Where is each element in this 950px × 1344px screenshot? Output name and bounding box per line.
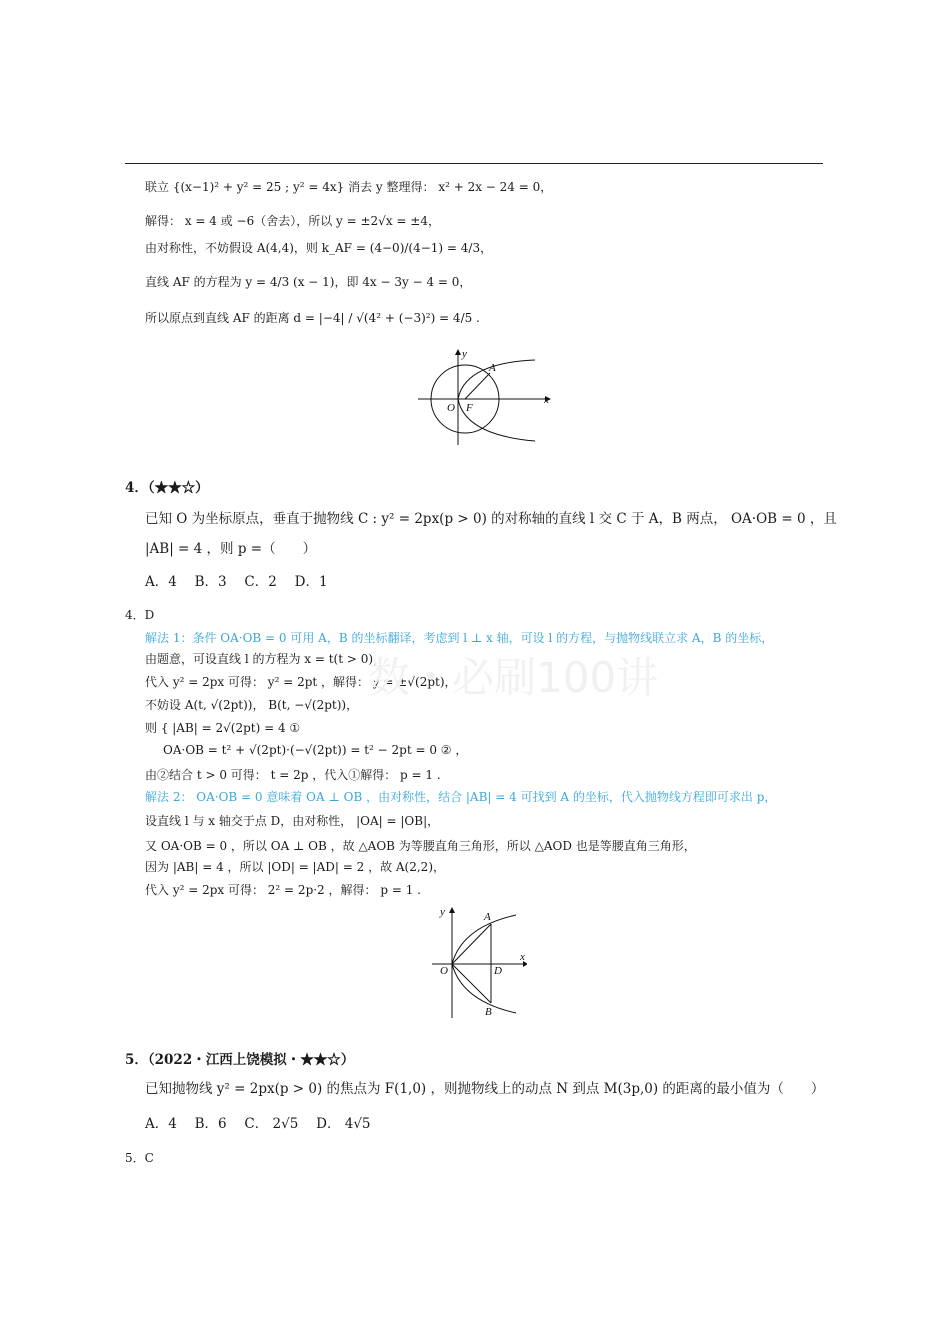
fig2-y-label: y <box>440 906 445 918</box>
solution-line-roots: 解得： x = 4 或 −6（舍去），所以 y = ±2√x = ±4， <box>145 214 440 228</box>
circle-parabola-figure <box>410 345 555 450</box>
fig1-y-label: y <box>462 348 467 360</box>
q4-stem-line1: 已知 O 为坐标原点，垂直于抛物线 C : y² = 2px(p > 0) 的对称轴的直线 l 交 C 于 A，B 两点， OA·OB = 0 ，且 <box>145 511 837 527</box>
fig1-o-label: O <box>447 402 455 414</box>
a4-method1-hint: 解法 1：条件 OA·OB = 0 可用 A，B 的坐标翻译，考虑到 l ⊥ x 轴，可设 l 的方程，与抛物线联立求 A，B 的坐标， <box>145 631 774 645</box>
a4-method2-line3: 因为 |AB| = 4 ，所以 |OD| = |AD| = 2 ，故 A(2,2)， <box>145 860 445 874</box>
watermark: 数・必刷100讲 <box>368 653 659 702</box>
a4-method1-line5: 由②结合 t > 0 可得： t = 2p ，代入①解得： p = 1 . <box>145 768 441 782</box>
solution-line-equation: 直线 AF 的方程为 y = 4/3 (x − 1)，即 4x − 3y − 4 = 0， <box>145 275 472 289</box>
fig2-x-label: x <box>520 951 525 963</box>
parabola-chord-figure <box>432 903 527 1021</box>
q4-choices: A．4 B．3 C．2 D．1 <box>145 574 328 590</box>
a5-answer: 5．C <box>125 1151 154 1165</box>
a4-method1-line4b: OA·OB = t² + √(2pt)·(−√(2pt)) = t² − 2pt = 0 ② ， <box>163 743 468 757</box>
a4-method1-line2: 代入 y² = 2px 可得： y² = 2pt ，解得： y = ±√(2pt)， <box>145 675 457 689</box>
a4-method2-hint: 解法 2： OA·OB = 0 意味着 OA ⊥ OB ，由对称性，结合 |AB| = 4 可找到 A 的坐标，代入抛物线方程即可求出 p， <box>145 790 777 804</box>
a4-method1-line3: 不妨设 A(t, √(2pt))， B(t, −√(2pt))， <box>145 698 359 712</box>
a4-method1-line4a: 则 { |AB| = 2√(2pt) = 4 ① <box>145 721 301 735</box>
solution-line-slope: 由对称性，不妨假设 A(4,4)，则 k_AF = (4−0)/(4−1) = 4/3， <box>145 241 493 255</box>
fig1-a-label: A <box>489 362 496 374</box>
a4-method2-line1: 设直线 l 与 x 轴交于点 D，由对称性， |OA| = |OB|， <box>145 814 440 828</box>
q4-stem-line2: |AB| = 4 ，则 p =（ ） <box>145 541 317 557</box>
a4-answer: 4．D <box>125 608 155 622</box>
q5-choices: A．4 B．6 C． 2√5 D． 4√5 <box>145 1116 371 1132</box>
fig1-f-label: F <box>466 402 473 414</box>
fig2-b-label: B <box>485 1006 492 1018</box>
q4-header: 4．（★★☆） <box>125 480 209 496</box>
fig2-d-label: D <box>494 965 502 977</box>
fig1-x-label: x <box>544 394 549 406</box>
a4-method1-line1: 由题意，可设直线 l 的方程为 x = t(t > 0)， <box>145 652 386 666</box>
q5-stem: 已知抛物线 y² = 2px(p > 0) 的焦点为 F(1,0) ，则抛物线上的动点 N 到点 M(3p,0) 的距离的最小值为（ ） <box>145 1081 825 1097</box>
fig2-a-label: A <box>484 911 491 923</box>
solution-line-distance: 所以原点到直线 AF 的距离 d = |−4| / √(4² + (−3)²) = 4/5 . <box>145 311 480 325</box>
a4-method2-line4: 代入 y² = 2px 可得： 2² = 2p·2 ，解得： p = 1 . <box>145 883 421 897</box>
fig2-o-label: O <box>440 965 448 977</box>
header-rule <box>125 163 823 164</box>
a4-method2-line2: 又 OA·OB = 0 ，所以 OA ⊥ OB ，故 △AOB 为等腰直角三角形，所以 △AOD 也是等腰直角三角形， <box>145 839 696 853</box>
q5-header: 5．（2022・江西上饶模拟・★★☆） <box>125 1052 355 1068</box>
solution-line-system: 联立 {(x−1)² + y² = 25 ; y² = 4x} 消去 y 整理得： x² + 2x − 24 = 0， <box>145 180 553 194</box>
